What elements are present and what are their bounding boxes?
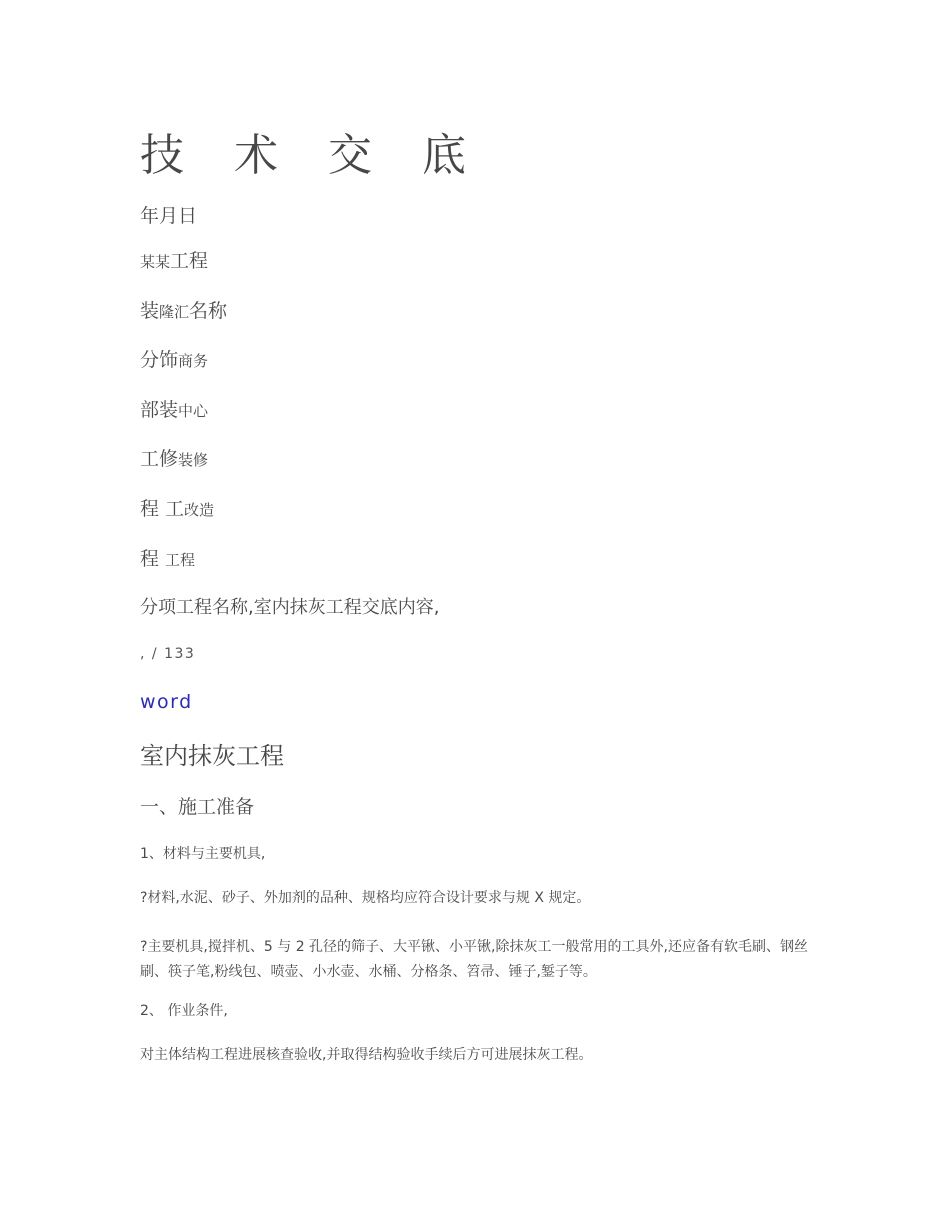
header-row-small-text: 中心 <box>178 402 209 420</box>
header-row-small-text: 工程 <box>165 551 196 569</box>
header-row-process <box>140 500 214 519</box>
header-row-big-text: 程 <box>140 548 166 570</box>
header-row-name <box>140 302 227 321</box>
document-title: 技 术 交 底 <box>140 130 484 181</box>
header-row-small-text: 隆汇 <box>159 303 190 321</box>
header-row-big-text: 分饰 <box>140 349 179 371</box>
header-row-division <box>140 351 208 370</box>
subsection-heading: 一、施工准备 <box>140 796 255 818</box>
document-page <box>140 0 840 1230</box>
header-row-part <box>140 401 208 420</box>
header-row-big-text: 程 工 <box>140 498 185 520</box>
paragraph: 2、 作业条件, <box>140 1003 228 1019</box>
header-row-project <box>140 252 208 271</box>
date-label: 年月日 <box>140 205 198 227</box>
header-row-engineering <box>140 550 195 569</box>
page-number: , / 133 <box>140 646 196 662</box>
section-heading: 室内抹灰工程 <box>140 742 284 770</box>
header-row-small-text: 商务 <box>178 352 209 370</box>
header-row-small-text: 某某 <box>140 253 171 271</box>
header-row-big-text: 装 <box>140 300 160 322</box>
paragraph: ?主要机具,搅拌机、5 与 2 孔径的筛子、大平锹、小平锹,除抹灰工一般常用的工具外,还应备有软毛刷、钢丝刷、筷子笔,粉线包、喷壶、小水壶、水桶、分格条、笤帚、锤子,錾子等。 <box>140 939 808 980</box>
header-row-small-text: 装修 <box>178 451 209 469</box>
paragraph: 1、材料与主要机具, <box>140 846 266 862</box>
header-row-tail-text: 名称 <box>189 300 228 322</box>
subitem-line: 分项工程名称,室内抹灰工程交底内容, <box>140 597 440 618</box>
word-label: word <box>140 691 193 713</box>
header-row-big-text: 工修 <box>140 448 179 470</box>
header-row-big-text: 部装 <box>140 399 179 421</box>
paragraph: 对主体结构工程进展核查验收,并取得结构验收手续后方可进展抹灰工程。 <box>140 1047 593 1063</box>
header-row-small-text: 改造 <box>184 501 215 519</box>
paragraph: ?材料,水泥、砂子、外加剂的品种、规格均应符合设计要求与规 X 规定。 <box>140 890 591 906</box>
header-row-work <box>140 450 208 469</box>
header-row-tail-text: 工程 <box>170 250 209 272</box>
